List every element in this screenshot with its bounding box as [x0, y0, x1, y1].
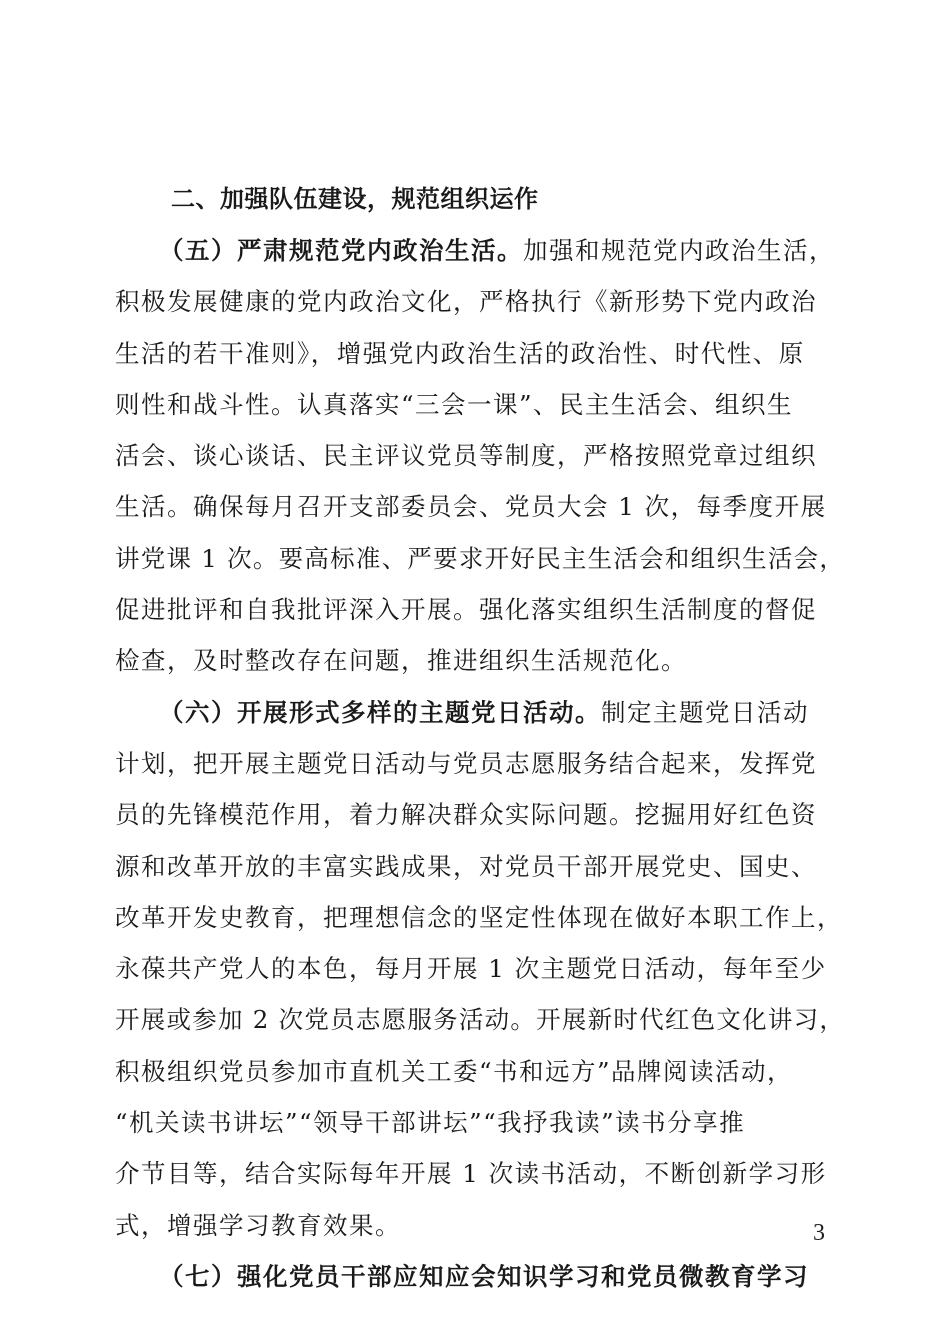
- paragraph-6-lead: （六）开展形式多样的主题党日活动。: [159, 697, 601, 727]
- paragraph-6: [115, 687, 845, 1251]
- paragraph-5-lead: （五）严肃规范党内政治生活。: [159, 236, 523, 265]
- paragraph-line: 生活。确保每月召开支部委员会、党员大会 1 次，每季度开展: [115, 492, 827, 522]
- document-body: [115, 173, 845, 1302]
- paragraph-line: 生活的若干准则》，增强党内政治生活的政治性、时代性、原: [115, 338, 805, 368]
- paragraph-5: [115, 225, 845, 687]
- paragraph-line: 则性和战斗性。认真落实“三会一课”、民主生活会、组织生: [115, 389, 794, 419]
- paragraph-line: 讲党课 1 次。要高标准、严要求开好民主生活会和组织生活会，: [115, 543, 846, 573]
- paragraph-line: 加强和规范党内政治生活，: [523, 236, 835, 265]
- page-number: 3: [813, 1220, 825, 1246]
- paragraph-line: 制定主题党日活动: [601, 697, 809, 727]
- paragraph-7-lead: （七）强化党员干部应知应会知识学习和党员微教育学习: [159, 1261, 809, 1291]
- paragraph-line: 积极发展健康的党内政治文化，严格执行《新形势下党内政治: [115, 287, 817, 317]
- section-heading: 二、加强队伍建设，规范组织运作: [171, 185, 539, 213]
- paragraph-line: 积极组织党员参加市直机关工委“书和远方”品牌阅读活动，: [115, 1056, 794, 1086]
- paragraph-line: 式，增强学习教育效果。: [115, 1210, 401, 1240]
- paragraph-line: 源和改革开放的丰富实践成果，对党员干部开展党史、国史、: [115, 851, 817, 881]
- paragraph-line: 检查，及时整改存在问题，推进组织生活规范化。: [115, 646, 687, 676]
- paragraph-line: 介节目等，结合实际每年开展 1 次读书活动，不断创新学习形: [115, 1159, 827, 1189]
- paragraph-line: 永葆共产党人的本色，每月开展 1 次主题党日活动，每年至少: [115, 954, 827, 984]
- paragraph-line: 计划，把开展主题党日活动与党员志愿服务结合起来，发挥党: [115, 748, 817, 778]
- paragraph-line: “机关读书讲坛”“领导干部讲坛”“我抒我读”读书分享推: [115, 1108, 746, 1138]
- paragraph-line: 改革开发史教育，把理想信念的坚定性体现在做好本职工作上，: [115, 902, 843, 932]
- paragraph-7: [115, 1251, 845, 1302]
- paragraph-line: 员的先锋模范作用，着力解决群众实际问题。挖掘用好红色资: [115, 800, 817, 830]
- paragraph-line: 活会、谈心谈话、民主评议党员等制度，严格按照党章过组织: [115, 441, 817, 471]
- paragraph-line: 促进批评和自我批评深入开展。强化落实组织生活制度的督促: [115, 595, 817, 625]
- paragraph-line: 开展或参加 2 次党员志愿服务活动。开展新时代红色文化讲习，: [115, 1005, 846, 1035]
